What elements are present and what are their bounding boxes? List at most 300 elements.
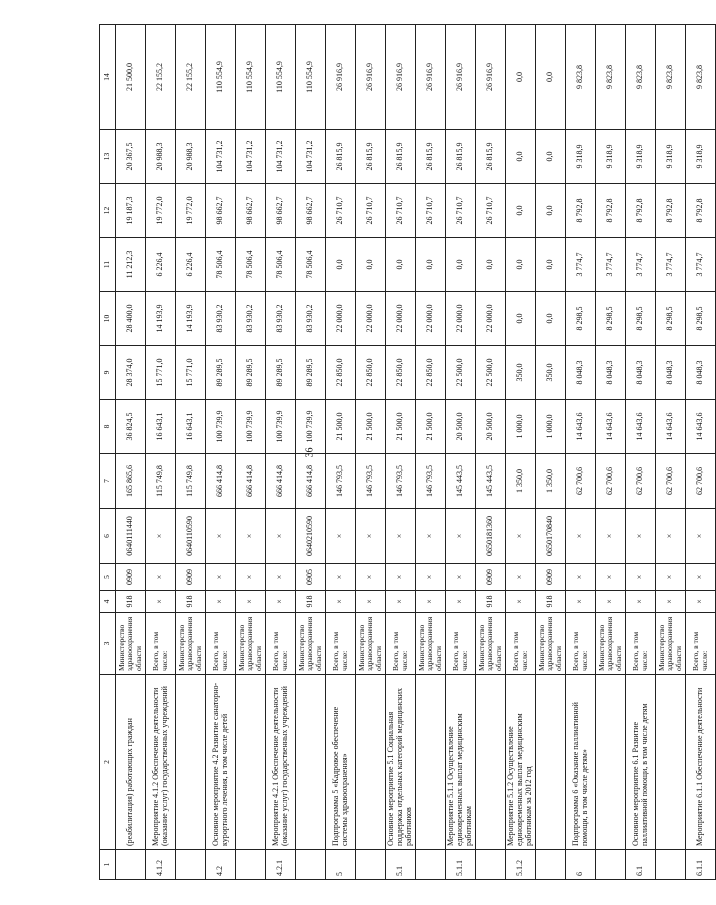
program-name: (реабилитация) работающих граждан <box>116 675 146 850</box>
value-total: 62 700,6 <box>626 454 656 509</box>
code-csr: × <box>236 509 266 564</box>
column-header: 3 <box>100 613 116 675</box>
code-rzpr: × <box>596 564 626 591</box>
code-csr: × <box>386 509 416 564</box>
value-2017: 3 774,7 <box>656 238 686 292</box>
value-total: 146 793,5 <box>386 454 416 509</box>
value-2015: 350,0 <box>506 346 536 400</box>
value-2016: 28 400,0 <box>116 292 146 346</box>
code-grbs: × <box>596 591 626 613</box>
value-2014: 16 643,1 <box>146 400 176 454</box>
value-2014: 14 643,6 <box>656 400 686 454</box>
program-name: Подпрограмма 6 «Оказание паллиативной помощи, в том числе детям» <box>566 675 596 850</box>
table-row <box>536 25 566 880</box>
code-grbs: × <box>386 591 416 613</box>
value-2020: 26 916,9 <box>416 25 446 130</box>
code-grbs: × <box>446 591 476 613</box>
table-row <box>626 25 656 880</box>
value-2016: 14 193,9 <box>146 292 176 346</box>
value-2020: 22 155,2 <box>176 25 206 130</box>
table-row <box>266 25 296 880</box>
value-2016: 0,0 <box>506 292 536 346</box>
code-grbs: × <box>146 591 176 613</box>
value-2020: 26 916,9 <box>446 25 476 130</box>
row-number: 5.1 <box>386 850 416 880</box>
value-2017: 0,0 <box>386 238 416 292</box>
value-2020: 9 823,8 <box>626 25 656 130</box>
executor: Всего, в том числе: <box>566 613 596 675</box>
column-header: 9 <box>100 346 116 400</box>
executor: Министерство здравоохранения области <box>176 613 206 675</box>
code-grbs: × <box>656 591 686 613</box>
code-rzpr: × <box>446 564 476 591</box>
executor: Всего, в том числе: <box>206 613 236 675</box>
code-rzpr: × <box>626 564 656 591</box>
value-2020: 22 155,2 <box>146 25 176 130</box>
value-2020: 9 823,8 <box>686 25 716 130</box>
value-2015: 22 850,0 <box>326 346 356 400</box>
value-2020: 26 916,9 <box>356 25 386 130</box>
value-2020: 110 554,9 <box>206 25 236 130</box>
row-number: 5.1.1 <box>446 850 476 880</box>
table-row <box>656 25 686 880</box>
code-csr: × <box>506 509 536 564</box>
program-name: Основное мероприятие 5.1 Социальная поддержка отдельных категорий медицинских работников <box>386 675 416 850</box>
value-2014: 100 739,9 <box>296 400 326 454</box>
code-grbs: 918 <box>536 591 566 613</box>
row-number: 5.1.2 <box>506 850 536 880</box>
row-number <box>296 850 326 880</box>
table-row <box>206 25 236 880</box>
row-number <box>236 850 266 880</box>
value-2016: 8 298,5 <box>656 292 686 346</box>
value-2020: 0,0 <box>536 25 566 130</box>
value-2016: 22 000,0 <box>446 292 476 346</box>
value-2019: 104 731,2 <box>296 130 326 184</box>
executor: Министерство здравоохранения области <box>656 613 686 675</box>
table-row <box>386 25 416 880</box>
executor: Министерство здравоохранения области <box>416 613 446 675</box>
code-csr: 0650170840 <box>536 509 566 564</box>
code-grbs: 918 <box>116 591 146 613</box>
code-csr: × <box>596 509 626 564</box>
code-rzpr: 0909 <box>176 564 206 591</box>
code-rzpr: × <box>236 564 266 591</box>
value-2014: 21 500,0 <box>356 400 386 454</box>
value-2020: 21 500,0 <box>116 25 146 130</box>
row-number <box>356 850 386 880</box>
value-2015: 22 500,0 <box>446 346 476 400</box>
executor: Министерство здравоохранения области <box>536 613 566 675</box>
value-2015: 89 289,5 <box>296 346 326 400</box>
table-row <box>176 25 206 880</box>
value-2015: 22 850,0 <box>356 346 386 400</box>
column-header: 8 <box>100 400 116 454</box>
code-rzpr: 0909 <box>116 564 146 591</box>
code-grbs: × <box>416 591 446 613</box>
code-rzpr: × <box>146 564 176 591</box>
table-row <box>236 25 266 880</box>
value-2015: 350,0 <box>536 346 566 400</box>
executor: Всего, в том числе: <box>626 613 656 675</box>
value-2014: 14 643,6 <box>626 400 656 454</box>
value-2016: 22 000,0 <box>356 292 386 346</box>
value-2014: 20 500,0 <box>476 400 506 454</box>
value-2017: 78 506,4 <box>206 238 236 292</box>
value-2020: 110 554,9 <box>296 25 326 130</box>
value-2015: 8 048,3 <box>596 346 626 400</box>
value-2014: 21 500,0 <box>416 400 446 454</box>
value-2018: 8 792,8 <box>656 184 686 238</box>
code-rzpr: 0905 <box>296 564 326 591</box>
code-grbs: × <box>266 591 296 613</box>
program-name: Мероприятие 5.1.2 Осуществление единовременных выплат медицинским работникам за 2012 год <box>506 675 536 850</box>
value-2018: 26 710,7 <box>326 184 356 238</box>
value-2014: 1 000,0 <box>536 400 566 454</box>
value-2019: 0,0 <box>506 130 536 184</box>
program-name: Мероприятие 4.1.2 Обеспечение деятельности (оказание услуг) государственных учреждений <box>146 675 176 850</box>
value-2019: 26 815,9 <box>416 130 446 184</box>
value-2016: 83 930,2 <box>206 292 236 346</box>
code-grbs: × <box>206 591 236 613</box>
value-2015: 22 850,0 <box>386 346 416 400</box>
column-header: 2 <box>100 675 116 850</box>
value-2019: 9 318,9 <box>596 130 626 184</box>
value-2018: 19 772,0 <box>176 184 206 238</box>
value-2019: 0,0 <box>536 130 566 184</box>
executor: Министерство здравоохранения области <box>296 613 326 675</box>
value-total: 145 443,5 <box>446 454 476 509</box>
value-2017: 0,0 <box>506 238 536 292</box>
row-number <box>176 850 206 880</box>
page-number: 36 <box>304 447 316 457</box>
program-name: Мероприятие 4.2.1 Обеспечение деятельности (оказание услуг) государственных учреждений <box>266 675 296 850</box>
value-2020: 26 916,9 <box>386 25 416 130</box>
value-2016: 83 930,2 <box>266 292 296 346</box>
column-header: 4 <box>100 591 116 613</box>
value-2015: 28 374,0 <box>116 346 146 400</box>
value-2019: 9 318,9 <box>626 130 656 184</box>
value-2015: 8 048,3 <box>626 346 656 400</box>
value-2015: 89 289,5 <box>266 346 296 400</box>
value-2014: 100 739,9 <box>236 400 266 454</box>
value-2019: 20 988,3 <box>176 130 206 184</box>
value-2015: 15 771,0 <box>146 346 176 400</box>
value-total: 146 793,5 <box>356 454 386 509</box>
program-name <box>176 675 206 850</box>
value-2016: 83 930,2 <box>296 292 326 346</box>
executor: Всего, в том числе: <box>506 613 536 675</box>
value-2015: 22 500,0 <box>476 346 506 400</box>
code-grbs: 918 <box>296 591 326 613</box>
code-csr: 0640210590 <box>296 509 326 564</box>
value-2017: 3 774,7 <box>626 238 656 292</box>
program-name <box>236 675 266 850</box>
executor: Всего, в том числе: <box>326 613 356 675</box>
value-2020: 26 916,9 <box>326 25 356 130</box>
value-total: 62 700,6 <box>686 454 716 509</box>
code-csr: × <box>656 509 686 564</box>
value-2017: 0,0 <box>356 238 386 292</box>
value-2019: 104 731,2 <box>206 130 236 184</box>
value-2014: 16 643,1 <box>176 400 206 454</box>
value-total: 145 443,5 <box>476 454 506 509</box>
column-header: 14 <box>100 25 116 130</box>
table-row <box>146 25 176 880</box>
code-csr: × <box>266 509 296 564</box>
program-name <box>596 675 626 850</box>
value-total: 146 793,5 <box>326 454 356 509</box>
table-row <box>356 25 386 880</box>
value-2018: 0,0 <box>536 184 566 238</box>
value-2017: 3 774,7 <box>596 238 626 292</box>
value-2019: 26 815,9 <box>386 130 416 184</box>
value-2018: 26 710,7 <box>386 184 416 238</box>
code-grbs: 918 <box>476 591 506 613</box>
row-number <box>656 850 686 880</box>
executor: Министерство здравоохранения области <box>236 613 266 675</box>
value-2018: 98 662,7 <box>236 184 266 238</box>
value-2020: 110 554,9 <box>236 25 266 130</box>
value-2016: 8 298,5 <box>686 292 716 346</box>
column-header: 11 <box>100 238 116 292</box>
code-rzpr: × <box>416 564 446 591</box>
value-2014: 100 739,9 <box>206 400 236 454</box>
program-name <box>416 675 446 850</box>
executor: Министерство здравоохранения области <box>476 613 506 675</box>
value-2019: 26 815,9 <box>326 130 356 184</box>
value-2015: 89 289,5 <box>206 346 236 400</box>
code-csr: × <box>566 509 596 564</box>
value-total: 666 414,8 <box>206 454 236 509</box>
value-2016: 22 000,0 <box>326 292 356 346</box>
code-csr: × <box>416 509 446 564</box>
value-2019: 104 731,2 <box>236 130 266 184</box>
code-grbs: × <box>626 591 656 613</box>
table-row <box>476 25 506 880</box>
value-total: 62 700,6 <box>596 454 626 509</box>
table-row <box>686 25 716 880</box>
value-total: 666 414,8 <box>236 454 266 509</box>
value-2020: 9 823,8 <box>656 25 686 130</box>
value-2017: 78 506,4 <box>266 238 296 292</box>
code-grbs: × <box>686 591 716 613</box>
value-2018: 19 772,0 <box>146 184 176 238</box>
value-2015: 8 048,3 <box>686 346 716 400</box>
column-header: 10 <box>100 292 116 346</box>
value-2017: 6 226,4 <box>146 238 176 292</box>
value-2015: 89 289,5 <box>236 346 266 400</box>
code-rzpr: 0909 <box>476 564 506 591</box>
value-2016: 83 930,2 <box>236 292 266 346</box>
value-2014: 21 500,0 <box>326 400 356 454</box>
code-rzpr: × <box>326 564 356 591</box>
row-number <box>416 850 446 880</box>
code-rzpr: × <box>566 564 596 591</box>
value-2019: 26 815,9 <box>356 130 386 184</box>
value-2018: 26 710,7 <box>446 184 476 238</box>
value-2018: 19 187,3 <box>116 184 146 238</box>
executor: Министерство здравоохранения области <box>116 613 146 675</box>
value-2019: 104 731,2 <box>266 130 296 184</box>
code-grbs: × <box>326 591 356 613</box>
code-rzpr: × <box>506 564 536 591</box>
value-total: 115 749,8 <box>176 454 206 509</box>
table-row <box>506 25 536 880</box>
value-2020: 9 823,8 <box>566 25 596 130</box>
program-name: Мероприятие 5.1.1 Осуществление единовременных выплат медицинским работникам <box>446 675 476 850</box>
row-number <box>116 850 146 880</box>
code-csr: × <box>686 509 716 564</box>
code-grbs: 918 <box>176 591 206 613</box>
value-2014: 20 500,0 <box>446 400 476 454</box>
value-2016: 22 000,0 <box>476 292 506 346</box>
value-total: 62 700,6 <box>656 454 686 509</box>
program-name <box>536 675 566 850</box>
program-name <box>296 675 326 850</box>
row-number: 6.1 <box>626 850 656 880</box>
budget-table <box>99 24 716 880</box>
table-row <box>296 25 326 880</box>
value-total: 666 414,8 <box>296 454 326 509</box>
value-2017: 0,0 <box>326 238 356 292</box>
table-row <box>596 25 626 880</box>
value-2019: 9 318,9 <box>686 130 716 184</box>
value-total: 1 350,0 <box>536 454 566 509</box>
value-2017: 6 226,4 <box>176 238 206 292</box>
value-2017: 3 774,7 <box>566 238 596 292</box>
value-2019: 20 367,5 <box>116 130 146 184</box>
code-csr: × <box>326 509 356 564</box>
row-number: 5 <box>326 850 356 880</box>
code-rzpr: × <box>356 564 386 591</box>
table-body <box>116 25 716 880</box>
value-2016: 0,0 <box>536 292 566 346</box>
row-number <box>536 850 566 880</box>
value-2017: 0,0 <box>416 238 446 292</box>
value-2017: 0,0 <box>446 238 476 292</box>
value-total: 165 865,6 <box>116 454 146 509</box>
code-rzpr: × <box>386 564 416 591</box>
value-2020: 9 823,8 <box>596 25 626 130</box>
row-number: 6 <box>566 850 596 880</box>
value-2018: 8 792,8 <box>686 184 716 238</box>
value-2018: 0,0 <box>506 184 536 238</box>
row-number <box>476 850 506 880</box>
value-2014: 100 739,9 <box>266 400 296 454</box>
executor: Всего, в том числе: <box>446 613 476 675</box>
value-2015: 15 771,0 <box>176 346 206 400</box>
row-number: 4.1.2 <box>146 850 176 880</box>
value-2014: 14 643,6 <box>596 400 626 454</box>
table-row <box>446 25 476 880</box>
code-rzpr: × <box>206 564 236 591</box>
executor: Министерство здравоохранения области <box>356 613 386 675</box>
value-2019: 9 318,9 <box>566 130 596 184</box>
value-2019: 26 815,9 <box>446 130 476 184</box>
value-2016: 8 298,5 <box>596 292 626 346</box>
value-total: 115 749,8 <box>146 454 176 509</box>
value-2018: 98 662,7 <box>206 184 236 238</box>
value-2017: 3 774,7 <box>686 238 716 292</box>
code-grbs: × <box>236 591 266 613</box>
column-header: 13 <box>100 130 116 184</box>
program-name: Мероприятие 6.1.1 Обеспечение деятельности <box>686 675 716 850</box>
program-name <box>356 675 386 850</box>
executor: Всего, в том числе: <box>386 613 416 675</box>
column-header: 12 <box>100 184 116 238</box>
column-header: 7 <box>100 454 116 509</box>
code-csr: 0650181360 <box>476 509 506 564</box>
value-2017: 78 506,4 <box>236 238 266 292</box>
code-grbs: × <box>356 591 386 613</box>
value-2018: 26 710,7 <box>476 184 506 238</box>
program-name <box>656 675 686 850</box>
value-2016: 8 298,5 <box>566 292 596 346</box>
value-2018: 8 792,8 <box>626 184 656 238</box>
value-2019: 20 988,3 <box>146 130 176 184</box>
value-2016: 14 193,9 <box>176 292 206 346</box>
code-csr: × <box>356 509 386 564</box>
code-csr: × <box>626 509 656 564</box>
row-number: 4.2 <box>206 850 236 880</box>
value-2014: 21 500,0 <box>386 400 416 454</box>
value-total: 666 414,8 <box>266 454 296 509</box>
code-rzpr: 0909 <box>536 564 566 591</box>
code-grbs: × <box>506 591 536 613</box>
program-name: Основное мероприятие 4.2 Развитие санаторно-курортного лечения, в том числе детей <box>206 675 236 850</box>
code-rzpr: × <box>266 564 296 591</box>
value-2018: 26 710,7 <box>416 184 446 238</box>
executor: Всего, в том числе: <box>686 613 716 675</box>
row-number: 4.2.1 <box>266 850 296 880</box>
table-row <box>116 25 146 880</box>
value-2019: 9 318,9 <box>656 130 686 184</box>
row-number <box>596 850 626 880</box>
program-name <box>476 675 506 850</box>
value-2016: 22 000,0 <box>416 292 446 346</box>
value-2017: 0,0 <box>536 238 566 292</box>
value-2018: 8 792,8 <box>596 184 626 238</box>
value-2020: 26 916,9 <box>476 25 506 130</box>
table-row <box>326 25 356 880</box>
value-2014: 36 824,5 <box>116 400 146 454</box>
value-total: 1 350,0 <box>506 454 536 509</box>
value-2019: 26 815,9 <box>476 130 506 184</box>
value-2014: 14 643,6 <box>686 400 716 454</box>
value-2015: 8 048,3 <box>566 346 596 400</box>
value-total: 62 700,6 <box>566 454 596 509</box>
column-header: 6 <box>100 509 116 564</box>
value-2020: 110 554,9 <box>266 25 296 130</box>
program-name: Подпрограмма 5 «Кадровое обеспечение системы здравоохранения» <box>326 675 356 850</box>
value-2020: 0,0 <box>506 25 536 130</box>
value-total: 146 793,5 <box>416 454 446 509</box>
program-name: Основное мероприятие 6.1 Развитие паллиативной помощи, в том числе детям <box>626 675 656 850</box>
code-csr: × <box>206 509 236 564</box>
value-2018: 8 792,8 <box>566 184 596 238</box>
value-2016: 8 298,5 <box>626 292 656 346</box>
value-2014: 1 000,0 <box>506 400 536 454</box>
executor: Всего, в том числе: <box>266 613 296 675</box>
code-csr: × <box>446 509 476 564</box>
value-2015: 22 850,0 <box>416 346 446 400</box>
value-2018: 98 662,7 <box>296 184 326 238</box>
executor: Министерство здравоохранения области <box>596 613 626 675</box>
value-2017: 78 506,4 <box>296 238 326 292</box>
value-2017: 11 212,3 <box>116 238 146 292</box>
value-2016: 22 000,0 <box>386 292 416 346</box>
